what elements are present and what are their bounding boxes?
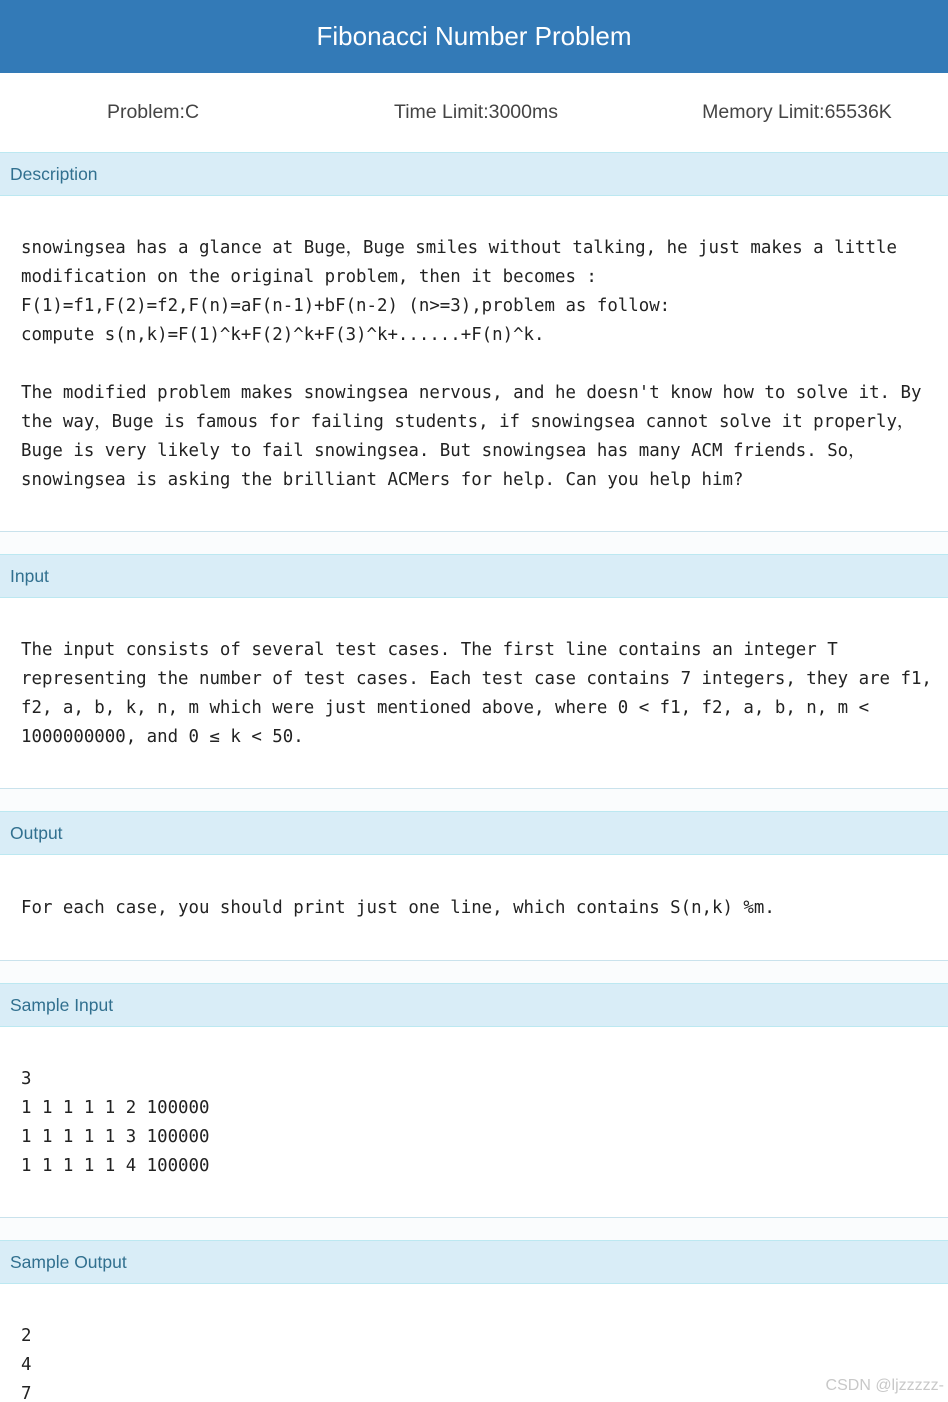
sample-output-heading: Sample Output (0, 1241, 948, 1284)
description-body: snowingsea has a glance at Buge，Buge smiles without talking, he just makes a little modification on the original problem, then it becomes : F(1)=f1,F(2)=f2,F(n)=aF(n-1)+bF(n-2) (n>=3),problem as follow: compute s(n,k)=F(1)^k+F(2)^k+F(3)^k+......+F(n)^k. The modified problem makes snowingsea nervous, and he doesn't know how to solve it. By the way，Buge is famous for failing students, if snowingsea cannot solve it properly， Buge is very likely to fail snowingsea. But snowingsea has many ACM friends. So，snowingsea is asking the brilliant ACMers for help. Can you help him? (0, 196, 948, 532)
sample-input-heading: Sample Input (0, 984, 948, 1027)
section-gap (0, 1218, 948, 1240)
output-heading: Output (0, 812, 948, 855)
input-heading: Input (0, 555, 948, 598)
page-title-bar (0, 0, 948, 73)
sample-input-panel (0, 983, 948, 1218)
sample-input-body: 3 1 1 1 1 1 2 100000 1 1 1 1 1 3 100000 1 1 1 1 1 4 100000 (0, 1027, 948, 1218)
problem-id: Problem:C (106, 101, 200, 123)
section-gap (0, 789, 948, 811)
problem-meta-row (0, 73, 948, 152)
csdn-watermark: CSDN @ljzzzzz- (825, 1377, 944, 1394)
memory-limit: Memory Limit:65536K (702, 101, 892, 123)
sample-output-panel (0, 1240, 948, 1402)
section-gap (0, 961, 948, 983)
sample-output-body: 2 4 7 (21, 1326, 32, 1402)
output-panel (0, 811, 948, 961)
input-body: The input consists of several test cases. The first line contains an integer T representing the number of test cases. Each test case contains 7 integers, they are f1, f2, a, b, k, n, m which were just mentioned above, where 0 < f1, f2, a, b, n, m < 1000000000, and 0 ≤ k < 50. (0, 598, 948, 789)
page-title: Fibonacci Number Problem (316, 21, 632, 51)
description-panel (0, 152, 948, 532)
description-heading: Description (0, 153, 948, 196)
time-limit: Time Limit:3000ms (394, 101, 558, 123)
section-gap (0, 532, 948, 554)
input-panel (0, 554, 948, 789)
output-body: For each case, you should print just one line, which contains S(n,k) %m. (0, 855, 948, 961)
